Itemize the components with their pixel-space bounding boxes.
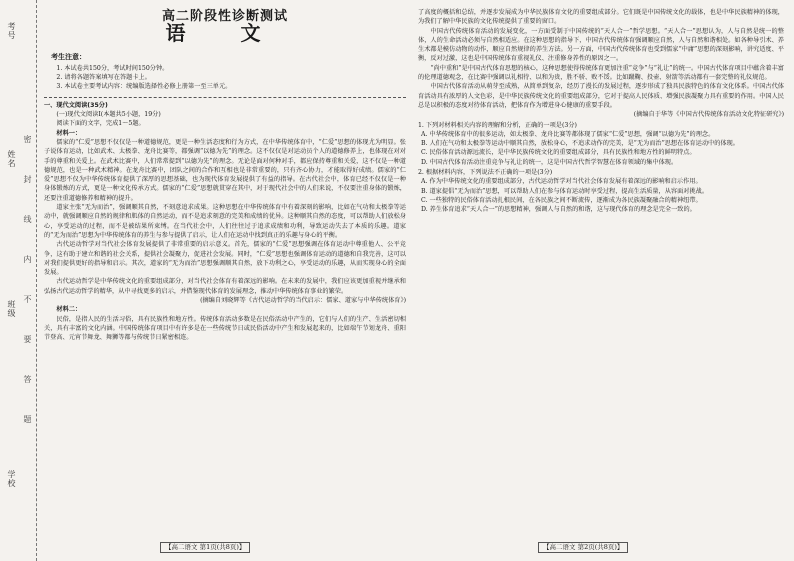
option: D. 中国古代体育活动注重竞争与礼让的统一，这是中国古代哲学智慧在体育领域的集中体现。 (421, 158, 678, 166)
option-list (418, 177, 784, 214)
material-label: 材料一： (56, 129, 82, 137)
paragraph: 民俗，是指人民的生活习俗，具有民族性和地方性。传统体育活动多数是在民俗活动中产生的，它们与人们的生产、生活密切相关，具有丰富的文化内涵。中国传统体育项目中有许多是在一些传统节日或民俗活动中产生和发展起来的，比如端午节划龙舟、重阳节登高、元宵节舞龙、舞狮等都与传统节日紧密相连。 (44, 315, 406, 342)
section-heading: 一、现代文阅读(35分) (44, 101, 108, 109)
paragraph: 中国古代传统体育活动的发展变化，一方面受制于中国传统的“天人合一”哲学思想。“天人合一”思想认为，人与自然是统一的整体，人的生命活动必须与自然相适应。在这种思想的指导下，中国古代传统体育强调顺应自然，人与自然和谐相处。如各种导引术、养生术都是模仿动物的动作，顺应自然规律的养生方法。另一方面，中国古代传统体育也受到儒家“中庸”思想的深刻影响，讲究适度、平衡，反对过激，这也是中国传统体育重视礼仪、注重修身养性的原因之一。 (418, 27, 784, 63)
option: C. 民俗体育活动源远流长，是中华民族传统文化的重要组成部分，具有民族性和地方性的鲜明特点。 (421, 149, 696, 157)
binding-margin (0, 0, 37, 561)
paragraph: 道家主张“无为而治”，强调顺其自然，不刻意追求成果。这种思想在中华传统体育中有着深刻的影响，比如在气功和太极拳等运动中，就强调顺应自然的规律和肌体的自然运动，而不是追求刻意的完美和成绩的优异。这种顺其自然的态度，可以帮助人们放松身心，享受运动的过程，而不是被结果所束缚。在当代社会中，人们往往过于追求成绩和功利，导致运动失去了本质的乐趣。道家的“无为而治”思想为中华传统体育的养生与参与提供了启示，让人们在运动中找到真正的乐趣与身心的平衡。 (44, 204, 406, 239)
paragraph: 古代运动哲学对当代社会体育发展提供了非常重要的启示意义。首先，儒家的“仁爱”思想强调在体育运动中尊重他人、公平竞争，这有助于建立和谐的社会关系，提供社会凝聚力，促进社会发展。同时，“仁爱”思想也强调体育运动的道德和自我完善，这可以对我们提供更好的指导和启示。其次，道家的“无为而治”思想强调顺其自然，放下功利之心，享受运动的乐趣，从而实现身心的全面发展。 (44, 241, 406, 277)
option: D. 养生体育追求“天人合一”的思想精神，强调人与自然的和谐，这与现代体育的理念是完全一致的。 (421, 206, 696, 214)
source-citation: (摘编自于华等《中国古代传统体育活动文化特征研究》) (633, 111, 784, 119)
divider (44, 97, 406, 98)
exam-subject: 语 文 (165, 21, 285, 46)
notice-heading: 考生注意： (51, 52, 86, 61)
question-stem: 1. 下列对材料相关内容的理解和分析，正确的一项是(3分) (418, 121, 577, 129)
notice-item: 1. 本试卷共150分，考试时间150分钟。 (56, 64, 169, 72)
exam-title: 高二阶段性诊断测试 (161, 9, 288, 24)
option: B. 道家提倡“无为而治”思想，可以帮助人们在参与体育运动时享受过程，提高生活质量，从容面对挑战。 (421, 187, 709, 195)
page-footer-left: 【高二语文 第1页(共8页)】 (160, 542, 250, 553)
option-list (418, 130, 784, 167)
notice-item: 3. 本试卷主要考试内容：统编版选择性必修上册第一至三单元。 (56, 83, 232, 91)
option: C. 一些独特的民俗体育活动扎根民间，在各民族之间不断流传，逐渐成为各民族凝聚融合的精神纽带。 (421, 196, 702, 204)
seal-char: 要 (23, 335, 32, 343)
seal-char: 线 (23, 215, 32, 223)
margin-label-class: 班级 (7, 300, 16, 318)
paragraph: 了高度的概括和总结，并逐步发展成为中华民族体育文化的重要组成部分。它们既是中国传统文化的载体，也是中华民族精神的体现，为我们了解中华民族的文化传统提供了重要的窗口。 (418, 9, 784, 26)
instruction: 阅读下面的文字，完成1～5题。 (56, 120, 145, 128)
paragraph: “尚中重和”是中国古代体育思想的核心，这种思想使得传统体育更加注重“竞争”与“礼让”的统一。中国古代体育项目中蕴含着丰富的伦理道德观念，在比赛中强调以礼相待、以和为贵，胜不骄、败不馁。比如蹴鞠、投壶、射箭等活动都有一套完整的礼仪规范。 (418, 64, 784, 82)
seal-char: 内 (23, 255, 32, 263)
subsection-heading: (一)现代文阅读Ⅰ(本题共5小题，19分) (56, 111, 161, 119)
margin-label-exam-number: 考号 (7, 22, 16, 40)
seal-char: 封 (23, 175, 32, 183)
paragraph: 儒家的“仁爱”思想不仅仅是一种道德规范，更是一种生活态度和行为方式，在中华传统体育中，“仁爱”思想的体现尤为明显。张子说体育运动，比如武术、太极拳、龙舟比赛等，都强调“以德为先”的理念。这不仅仅是对运动员个人的道德修养上，也体现在对对手的尊重和关爱上。在武术比赛中，人们常常提到“以德为先”的理念。无论是面对何种对手，都应保持尊重和关爱，这不仅是一种道德规范，也是一种武术精神。在龙舟比赛中，团队之间的合作和互相也是非常重要的，只有齐心协力，才能取得好成绩。儒家的“仁爱”思想不仅为中华传统体育提供了深厚的思想基础，也为现代体育发展提供了有益的指导。在古代社会中，体育已经不仅仅是一种身体锻炼的方式，更是一种文化传承方式。儒家的“仁爱”思想就贯穿在其中，对于现代社会中的人们来说，不仅要注重身体的锻炼，还要注重道德修养和精神的提升。 (44, 138, 406, 202)
right-column (418, 8, 784, 215)
page-footer-right: 【高二语文 第2页(共8页)】 (538, 542, 628, 553)
margin-label-name: 姓名 (7, 150, 16, 168)
notice-item: 2. 请将各题答案填写在答题卡上。 (56, 74, 151, 82)
source-citation: (摘编自刘晓辉等《古代运动哲学的当代启示：儒家、道家与中华传统体育》) (200, 297, 406, 305)
material-label: 材料二： (56, 306, 82, 314)
seal-char: 密 (23, 135, 32, 143)
paragraph: 中国古代体育活动从萌芽至成熟，从简单到复杂，经历了漫长的发展过程，逐步形成了独具民族特色的体育文化体系。中国古代体育活动具有浓厚的人文色彩，是中华民族传统文化的重要组成部分，它对于提高人民体质、增强民族凝聚力具有重要的作用。中国人民总是以积极的态度对待体育活动，把体育作为增进身心健康的重要手段。 (418, 83, 784, 109)
option: A. 作为中华传统文化的重要组成部分，古代运动哲学对当代社会体育发展有着深远的影响和启示作用。 (421, 178, 702, 186)
seal-char: 不 (23, 295, 32, 303)
seal-char: 题 (23, 415, 32, 423)
margin-label-school: 学校 (7, 470, 16, 488)
paragraph: 古代运动哲学是中华传统文化的重要组成部分，对当代社会体育有着深远的影响。在未来的发展中，我们应该更加重视并继承和弘扬古代运动哲学的精华，从中寻找更多的启示，并借鉴现代体育的发展理念，推动中华传统体育事业的繁荣。 (44, 278, 406, 295)
option: A. 中华传统体育中的很多运动，如太极拳、龙舟比赛等都体现了儒家“仁爱”思想，强调“以德为先”的理念。 (421, 130, 715, 138)
seal-char: 答 (23, 375, 32, 383)
question-stem: 2. 根据材料内容，下列说法不正确的一项是(3分) (418, 169, 553, 177)
left-column (44, 8, 406, 343)
option: B. 人们在气功和太极拳等运动中顺其自然，放松身心，不追求动作的完美，是“无为而治”思想在体育运动中的体现。 (421, 140, 739, 148)
